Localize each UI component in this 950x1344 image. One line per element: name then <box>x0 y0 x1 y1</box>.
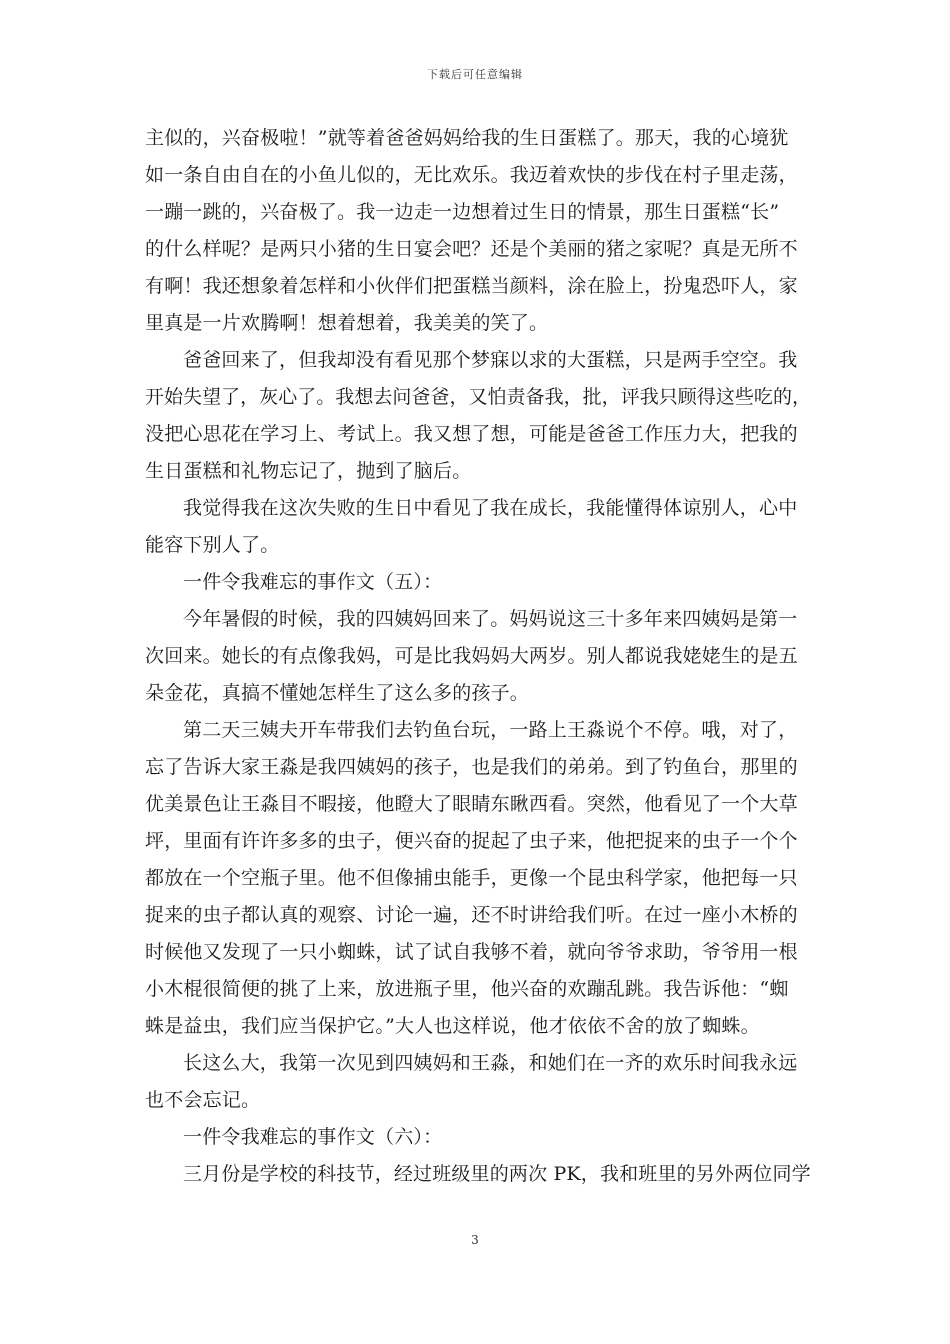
text-line: 三月份是学校的科技节，经过班级里的两次 PK，我和班里的另外两位同学 <box>183 1163 811 1185</box>
text-line: 一件令我难忘的事作文（六）： <box>183 1126 443 1148</box>
text-line: 没把心思花在学习上、考试上。我又想了想，可能是爸爸工作压力大，把我的 <box>145 423 798 445</box>
text-line: 里真是一片欢腾啊！想着想着，我美美的笑了。 <box>145 312 549 334</box>
page-header: 下载后可任意编辑 <box>427 68 523 81</box>
text-line: 一蹦一跳的，兴奋极了。我一边走一边想着过生日的情景，那生日蛋糕“长” <box>145 201 780 223</box>
text-line: 忘了告诉大家王淼是我四姨妈的孩子，也是我们的弟弟。到了钓鱼台，那里的 <box>145 756 798 778</box>
text-line: 能容下别人了。 <box>145 534 280 556</box>
text-line: 次回来。她长的有点像我妈，可是比我妈妈大两岁。别人都说我姥姥生的是五 <box>145 645 798 667</box>
text-line: 蛛是益虫，我们应当保护它。”大人也这样说，他才依依不舍的放了蜘蛛。 <box>145 1015 760 1037</box>
text-line: 朵金花，真搞不懂她怎样生了这么多的孩子。 <box>145 682 530 704</box>
text-line: 生日蛋糕和礼物忘记了，抛到了脑后。 <box>145 460 472 482</box>
text-line: 第二天三姨夫开车带我们去钓鱼台玩，一路上王淼说个不停。哦，对了， <box>183 719 798 741</box>
text-line: 小木棍很简便的挑了上来，放进瓶子里，他兴奋的欢蹦乱跳。我告诉他：“蜘 <box>145 978 789 1000</box>
text-line: 有啊！我还想象着怎样和小伙伴们把蛋糕当颜料，涂在脸上，扮鬼恐吓人，家 <box>145 275 798 297</box>
page-number: 3 <box>471 1233 479 1247</box>
text-line: 主似的，兴奋极啦！”就等着爸爸妈妈给我的生日蛋糕了。那天，我的心境犹 <box>145 127 789 149</box>
text-line: 的什么样呢？是两只小猪的生日宴会吧？还是个美丽的猪之家呢？真是无所不 <box>145 238 798 260</box>
text-line: 时候他又发现了一只小蜘蛛，试了试自我够不着，就向爷爷求助，爷爷用一根 <box>145 941 798 963</box>
text-line: 坪，里面有许许多多的虫子，便兴奋的捉起了虫子来，他把捉来的虫子一个个 <box>145 830 798 852</box>
text-line: 开始失望了，灰心了。我想去问爸爸，又怕责备我，批，评我只顾得这些吃的， <box>145 386 812 408</box>
text-line: 如一条自由自在的小鱼儿似的，无比欢乐。我迈着欢快的步伐在村子里走荡， <box>145 164 798 186</box>
text-line: 也不会忘记。 <box>145 1089 261 1111</box>
document-body <box>145 120 811 1193</box>
text-line: 优美景色让王淼目不暇接，他瞪大了眼睛东瞅西看。突然，他看见了一个大草 <box>145 793 798 815</box>
text-line: 今年暑假的时候，我的四姨妈回来了。妈妈说这三十多年来四姨妈是第一 <box>183 608 798 630</box>
text-line: 爸爸回来了，但我却没有看见那个梦寐以求的大蛋糕，只是两手空空。我 <box>183 349 798 371</box>
text-line: 一件令我难忘的事作文（五）： <box>183 571 443 593</box>
text-line: 捉来的虫子都认真的观察、讨论一遍，还不时讲给我们听。在过一座小木桥的 <box>145 904 798 926</box>
text-line: 长这么大，我第一次见到四姨妈和王淼，和她们在一齐的欢乐时间我永远 <box>183 1052 798 1074</box>
text-line: 都放在一个空瓶子里。他不但像捕虫能手，更像一个昆虫科学家，他把每一只 <box>145 867 798 889</box>
text-line: 我觉得我在这次失败的生日中看见了我在成长，我能懂得体谅别人，心中 <box>183 497 798 519</box>
